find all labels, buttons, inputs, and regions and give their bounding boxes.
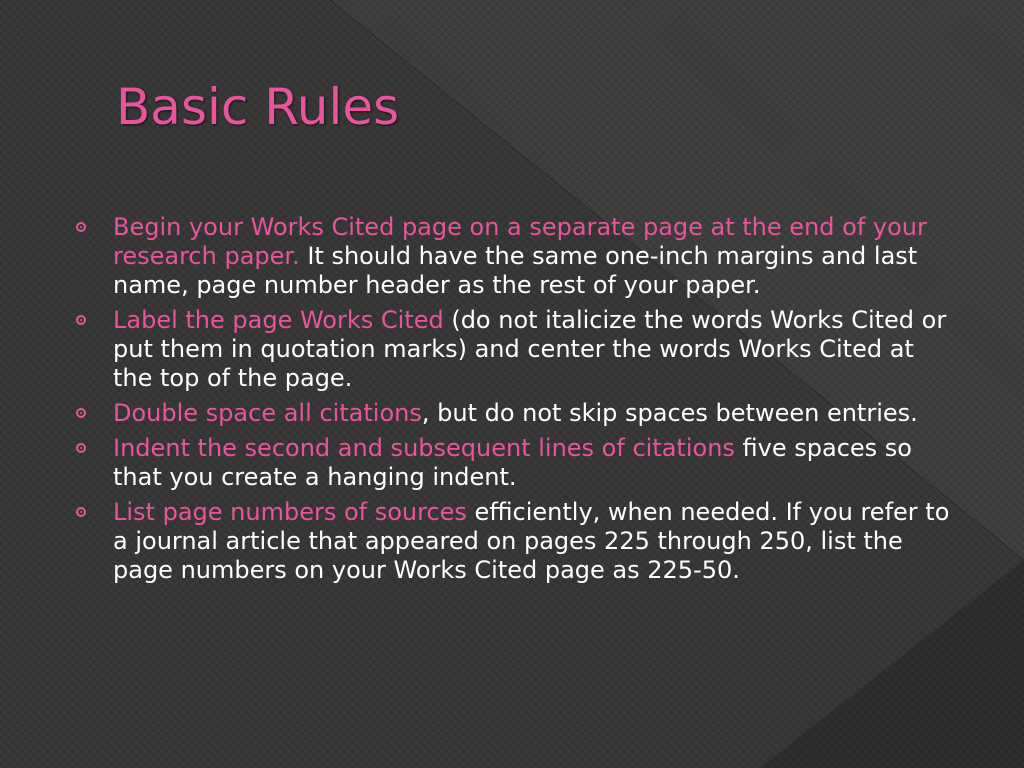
bullet-highlight: Label the page Works Cited [113, 306, 444, 334]
bullet-text: , but do not skip spaces between entries. [421, 399, 918, 427]
circled-dot-icon [76, 408, 86, 418]
circled-dot-icon [76, 507, 86, 517]
bullet-item [70, 498, 955, 585]
bullet-text: (do not italicize the words Works Cited or put them in quotation marks) and center the words Works Cited at the top of the page. [113, 306, 947, 392]
slide-title: Basic Rules [116, 78, 400, 136]
bullet-highlight: List page numbers of sources [113, 498, 467, 526]
bullet-highlight: Double space all citations [113, 399, 422, 427]
bullet-list [70, 213, 955, 591]
bullet-item [70, 213, 955, 300]
bullet-text: efficiently, when needed. If you refer to a journal article that appeared on pages 225 through 250, list the page numbers on your Works Cited page as 225-50. [113, 498, 950, 584]
circled-dot-icon [76, 443, 86, 453]
bullet-item [70, 434, 955, 492]
bullet-highlight: Indent the second and subsequent lines of citations [113, 434, 735, 462]
bullet-item [70, 306, 955, 393]
bullet-item [70, 399, 955, 428]
bullet-highlight: Begin your Works Cited page on a separate page at the end of your research paper. [113, 213, 927, 270]
bullet-text: five spaces so that you create a hanging indent. [113, 434, 912, 491]
circled-dot-icon [76, 222, 86, 232]
bullet-text: It should have the same one-inch margins and last name, page number header as the rest of your paper. [113, 242, 918, 299]
circled-dot-icon [76, 315, 86, 325]
